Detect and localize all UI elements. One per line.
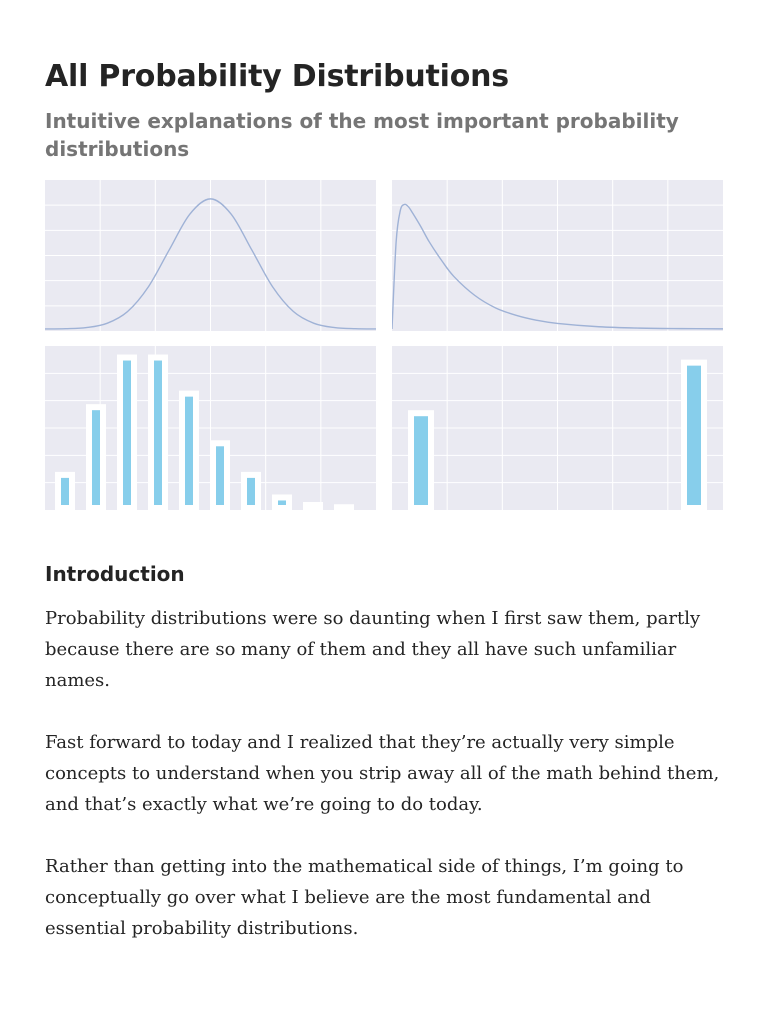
binomial-bar: [120, 358, 134, 508]
article-subtitle: Intuitive explanations of the most important probability distributions: [45, 109, 679, 161]
binomial-bar: [337, 507, 351, 508]
binomial-bar: [58, 475, 72, 508]
bernoulli-bar: [411, 413, 431, 508]
normal-distribution-svg: [45, 180, 376, 331]
paragraph-2: Fast forward to today and I realized that they’re actually very simple concepts to understand when you strip away all of the math behind them, and that’s exactly what we’re going to do today.: [45, 732, 720, 815]
bernoulli-distribution-svg: [392, 346, 723, 510]
skewed-distribution-chart: [392, 180, 723, 331]
binomial-bar: [151, 358, 165, 508]
section-heading-introduction: Introduction: [45, 562, 185, 586]
binomial-bar: [244, 475, 258, 508]
binomial-bar: [306, 505, 320, 508]
skewed-distribution-svg: [392, 180, 723, 331]
binomial-bar: [275, 497, 289, 508]
paragraph-1: Probability distributions were so daunting when I first saw them, partly because there are so many of them and they all have such unfamiliar names.: [45, 608, 701, 691]
paragraph-3: Rather than getting into the mathematical side of things, I’m going to conceptually go over what I believe are the most fundamental and essential probability distributions.: [45, 856, 684, 939]
binomial-distribution-svg: [45, 346, 376, 510]
article-title: All Probability Distributions: [45, 59, 509, 94]
binomial-bar: [182, 394, 196, 508]
bernoulli-bar: [684, 363, 704, 508]
hero-image: [45, 180, 723, 512]
binomial-bar: [213, 443, 227, 508]
binomial-bar: [89, 407, 103, 508]
bernoulli-distribution-chart: [392, 346, 723, 510]
normal-distribution-chart: [45, 180, 376, 331]
binomial-distribution-chart: [45, 346, 376, 510]
